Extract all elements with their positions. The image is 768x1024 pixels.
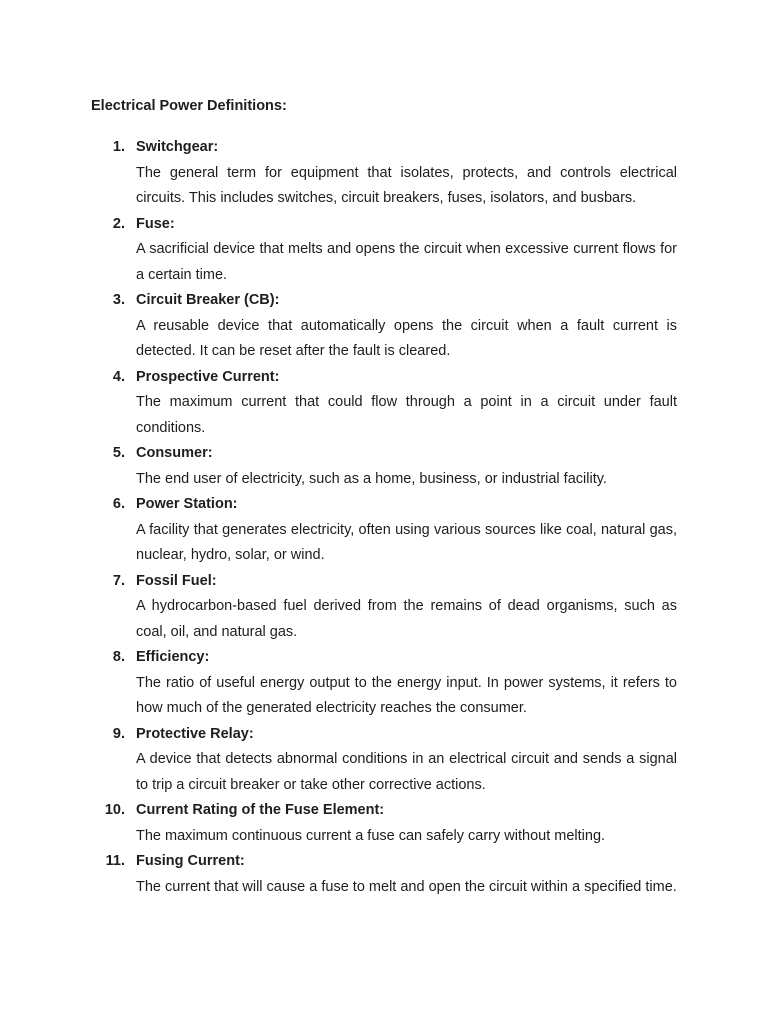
- definition-term: Consumer:: [136, 445, 213, 461]
- definition-number: 4.: [112, 368, 125, 385]
- definition-item: [0, 135, 768, 212]
- definition-item: [0, 798, 768, 849]
- definition-term: Switchgear:: [136, 139, 219, 155]
- definition-number: 2.: [112, 215, 125, 232]
- definition-term: Efficiency:: [136, 649, 210, 665]
- definition-number: 3.: [112, 292, 125, 308]
- definition-term: Fusing Current:: [136, 853, 245, 869]
- definition-item: [0, 569, 768, 646]
- definition-number: 7.: [112, 572, 125, 589]
- definition-text: The general term for equipment that isolates, protects, and controls electrical circuits. This includes switches, circuit breakers, fuses, isolators, and busbars.: [136, 164, 677, 206]
- definition-item: [0, 441, 768, 492]
- definition-term: Circuit Breaker (CB):: [136, 292, 280, 308]
- definition-text: The end user of electricity, such as a home, business, or industrial facility.: [136, 470, 607, 487]
- definition-term: Fuse:: [136, 215, 175, 232]
- definition-item: [0, 722, 768, 799]
- definition-item: [0, 365, 768, 442]
- definition-text: A facility that generates electricity, often using various sources like coal, natural gas, nuclear, hydro, solar, or wind.: [136, 521, 677, 563]
- definition-term: Current Rating of the Fuse Element:: [136, 802, 385, 818]
- definition-item: [0, 849, 768, 900]
- definition-number: 8.: [112, 649, 125, 665]
- definition-number: 11.: [105, 853, 125, 869]
- definition-text: The current that will cause a fuse to melt and open the circuit within a specified time.: [136, 878, 677, 895]
- definition-term: Power Station:: [136, 496, 238, 512]
- definition-item: [0, 212, 768, 289]
- definition-text: A hydrocarbon-based fuel derived from the remains of dead organisms, such as coal, oil, and natural gas.: [136, 598, 677, 640]
- definition-item: [0, 288, 768, 365]
- definition-term: Prospective Current:: [136, 368, 280, 385]
- definition-number: 10.: [104, 802, 125, 818]
- document-title: Electrical Power Definitions:: [91, 98, 287, 114]
- definition-term: Protective Relay:: [136, 725, 254, 742]
- definition-text: A sacrificial device that melts and opens the circuit when excessive current flows for a certain time.: [136, 241, 677, 283]
- definition-term: Fossil Fuel:: [136, 572, 217, 589]
- definition-text: A reusable device that automatically opens the circuit when a fault current is detected. It can be reset after the fault is cleared.: [136, 317, 677, 359]
- definition-text: The maximum current that could flow through a point in a circuit under fault conditions.: [136, 394, 677, 436]
- definition-text: The maximum continuous current a fuse can safely carry without melting.: [136, 827, 606, 844]
- definition-item: [0, 645, 768, 722]
- definition-number: 9.: [112, 725, 125, 742]
- definition-item: [0, 492, 768, 569]
- definition-number: 1.: [112, 139, 125, 155]
- definition-number: 5.: [112, 445, 125, 461]
- definition-list: [0, 135, 768, 900]
- definition-number: 6.: [112, 496, 125, 512]
- definition-text: A device that detects abnormal conditions in an electrical circuit and sends a signal to trip a circuit breaker or take other corrective actions.: [136, 751, 677, 793]
- definition-text: The ratio of useful energy output to the energy input. In power systems, it refers to how much of the generated electricity reaches the consumer.: [136, 674, 677, 716]
